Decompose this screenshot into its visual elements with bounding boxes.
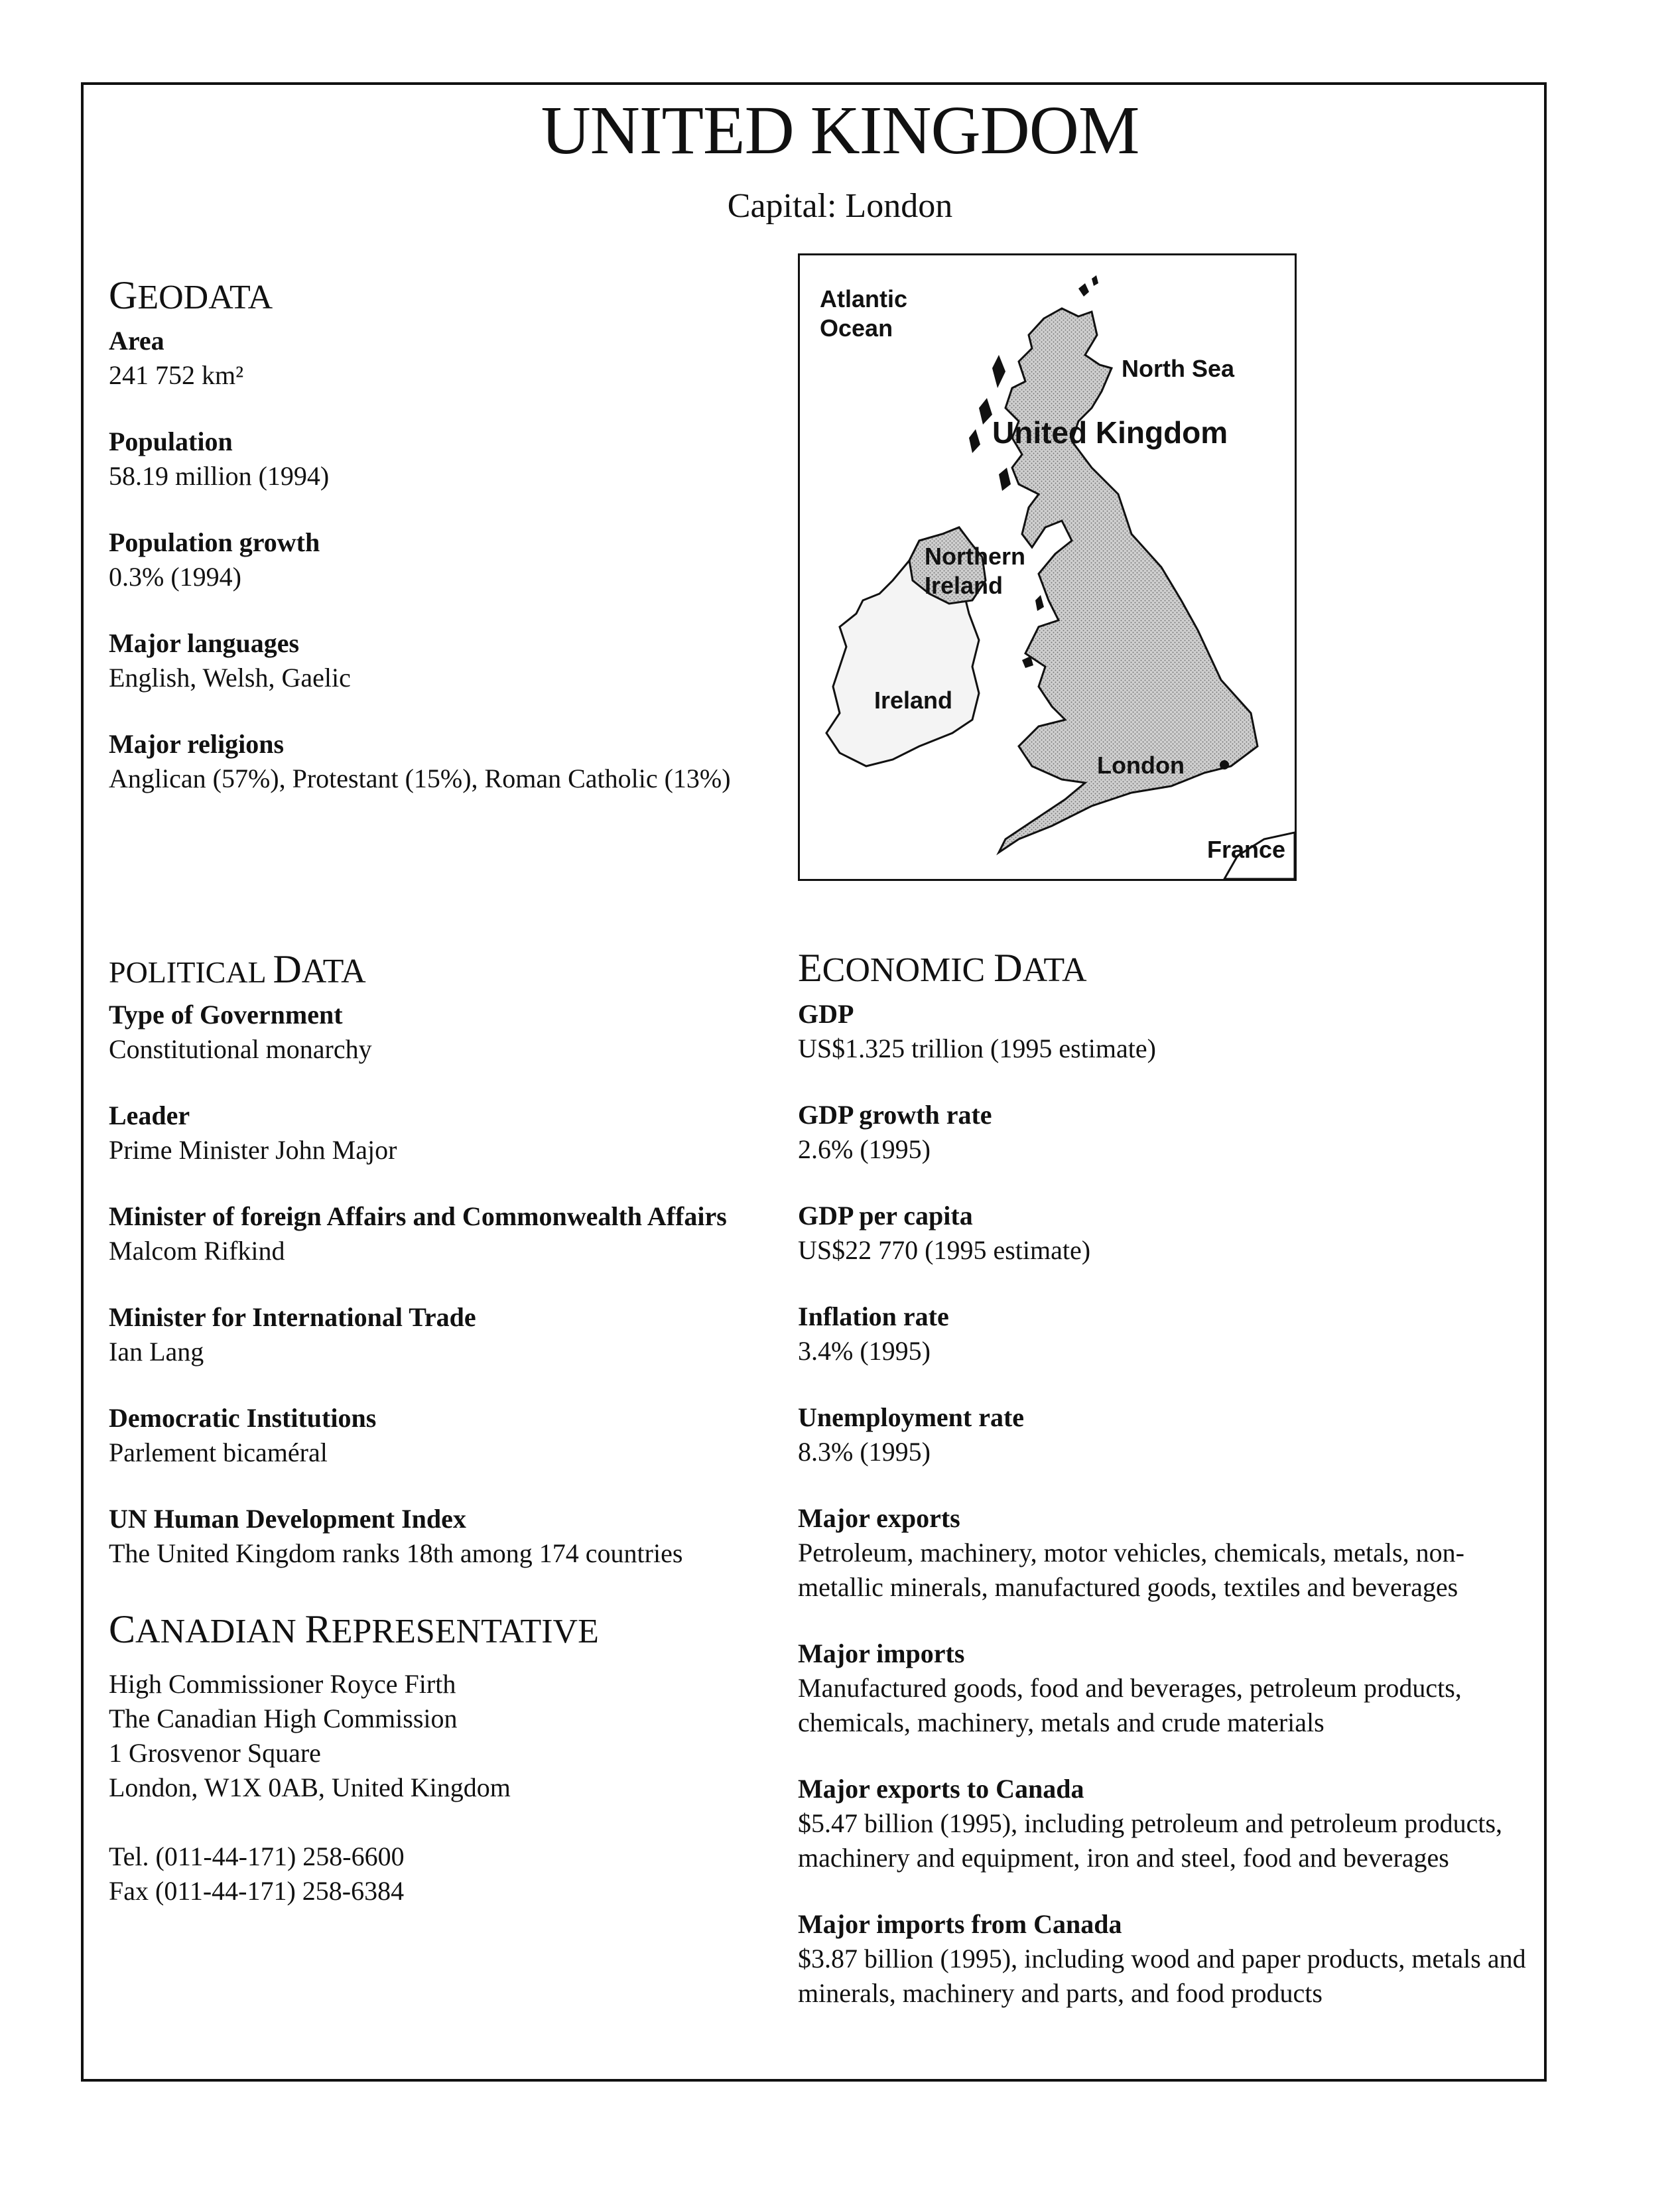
field-value: US$1.325 trillion (1995 estimate) — [798, 1034, 1156, 1063]
field-value-line: minerals, machinery and parts, and food products — [798, 1978, 1323, 2008]
field-label: GDP per capita — [798, 1201, 973, 1231]
field-value-line: metallic minerals, manufactured goods, textiles and beverages — [798, 1572, 1458, 1602]
geodata-area — [109, 324, 772, 393]
canadian-rep-heading-initial-1: C — [109, 1607, 136, 1651]
field-value-line: $3.87 billion (1995), including wood and paper products, metals and — [798, 1944, 1526, 1973]
field-value: 0.3% (1994) — [109, 562, 241, 592]
political-list — [109, 998, 805, 1603]
field-value-line: machinery and equipment, iron and steel, food and beverages — [798, 1843, 1449, 1873]
geodata-heading — [109, 273, 273, 317]
field-label: Major religions — [109, 729, 285, 759]
map-label-united-kingdom: United Kingdom — [992, 415, 1228, 450]
isle-of-man — [1035, 595, 1044, 611]
field-value: 58.19 million (1994) — [109, 461, 330, 491]
field-value: US$22 770 (1995 estimate) — [798, 1235, 1091, 1265]
field-label: Area — [109, 326, 164, 356]
geodata-population — [109, 425, 772, 494]
economic-heading-initial-1: E — [798, 946, 822, 990]
map-label-north-sea: North Sea — [1122, 355, 1235, 382]
field-label: Population — [109, 427, 233, 456]
field-label: UN Human Development Index — [109, 1504, 466, 1534]
economic-gdp — [798, 997, 1534, 1066]
rep-line: High Commissioner Royce Firth — [109, 1669, 456, 1699]
field-value-line: $5.47 billion (1995), including petroleum and petroleum products, — [798, 1808, 1503, 1838]
field-value: Malcom Rifkind — [109, 1236, 285, 1266]
field-value-line: Manufactured goods, food and beverages, petroleum products, — [798, 1673, 1462, 1703]
field-value-line: chemicals, machinery, metals and crude materials — [798, 1707, 1325, 1737]
geodata-heading-rest: EODATA — [137, 279, 273, 316]
field-value-line: Petroleum, machinery, motor vehicles, chemicals, metals, non- — [798, 1538, 1464, 1568]
field-label: Unemployment rate — [798, 1402, 1025, 1432]
field-label: GDP — [798, 999, 854, 1029]
field-value: 8.3% (1995) — [798, 1437, 931, 1467]
political-foreign-minister — [109, 1199, 805, 1268]
uk-map — [798, 253, 1297, 881]
canadian-rep-heading — [109, 1607, 599, 1651]
political-hdi — [109, 1502, 805, 1571]
economic-gdp-per-capita — [798, 1199, 1534, 1268]
political-heading-small: POLITICAL — [109, 955, 273, 989]
field-label: Population growth — [109, 527, 320, 557]
geodata-heading-initial: G — [109, 273, 138, 317]
geodata-list — [109, 324, 772, 828]
map-label-london: London — [1097, 752, 1185, 779]
field-label: Minister of foreign Affairs and Commonwealth Affairs — [109, 1201, 727, 1231]
canadian-rep-heading-rest-2: EPRESENTATIVE — [331, 1613, 599, 1650]
field-value: Constitutional monarchy — [109, 1034, 372, 1064]
economic-major-imports — [798, 1636, 1534, 1740]
political-institutions — [109, 1401, 805, 1470]
field-label: Major languages — [109, 628, 300, 658]
orkney-islands — [1078, 275, 1098, 297]
field-label: Major imports — [798, 1638, 965, 1668]
field-label: Major exports — [798, 1503, 960, 1533]
political-trade-minister — [109, 1300, 805, 1369]
field-value: 241 752 km² — [109, 360, 244, 390]
economic-imports-from-canada — [798, 1907, 1534, 2011]
canadian-rep-heading-rest-1: ANADIAN — [135, 1613, 305, 1650]
geodata-population-growth — [109, 525, 772, 594]
economic-gdp-growth — [798, 1098, 1534, 1167]
political-heading — [109, 947, 366, 991]
economic-list — [798, 997, 1534, 2042]
field-value: Ian Lang — [109, 1337, 204, 1367]
page-title: UNITED KINGDOM — [541, 92, 1139, 168]
canadian-rep-address — [109, 1667, 511, 1908]
field-value: 3.4% (1995) — [798, 1336, 931, 1366]
rep-line: 1 Grosvenor Square — [109, 1738, 321, 1768]
economic-heading-rest-1: CONOMIC — [822, 951, 994, 989]
map-label-northern-ireland: Northern Ireland — [925, 543, 1025, 599]
political-leader — [109, 1099, 805, 1168]
field-label: Major imports from Canada — [798, 1909, 1122, 1939]
economic-unemployment — [798, 1400, 1534, 1469]
field-label: Inflation rate — [798, 1302, 949, 1331]
field-label: Major exports to Canada — [798, 1774, 1084, 1804]
london-marker — [1220, 760, 1229, 769]
field-value: The United Kingdom ranks 18th among 174 countries — [109, 1538, 683, 1568]
map-label-france: France — [1207, 836, 1286, 863]
political-government-type — [109, 998, 805, 1067]
economic-inflation — [798, 1300, 1534, 1369]
economic-heading-rest-2: ATA — [1022, 951, 1087, 989]
field-label: Democratic Institutions — [109, 1403, 377, 1433]
field-label: Leader — [109, 1101, 190, 1130]
field-label: GDP growth rate — [798, 1100, 992, 1130]
map-label-ireland: Ireland — [874, 687, 953, 714]
rep-line: The Canadian High Commission — [109, 1703, 458, 1733]
rep-line: London, W1X 0AB, United Kingdom — [109, 1772, 511, 1802]
field-value: Anglican (57%), Protestant (15%), Roman Catholic (13%) — [109, 764, 731, 793]
economic-heading — [798, 946, 1087, 990]
field-label: Type of Government — [109, 1000, 343, 1030]
political-heading-initial: D — [273, 947, 302, 991]
geodata-religions — [109, 727, 772, 796]
map-label-atlantic: Atlantic Ocean — [820, 285, 908, 342]
political-heading-rest: ATA — [301, 953, 366, 990]
uk-map-drawing — [800, 255, 1295, 879]
field-value: Parlement bicaméral — [109, 1437, 328, 1467]
field-value: Prime Minister John Major — [109, 1135, 397, 1165]
field-value: 2.6% (1995) — [798, 1134, 931, 1164]
rep-tel: Tel. (011-44-171) 258-6600 — [109, 1841, 405, 1871]
capital-line: Capital: London — [727, 187, 953, 225]
economic-heading-initial-2: D — [994, 946, 1023, 990]
economic-major-exports — [798, 1501, 1534, 1605]
field-value: English, Welsh, Gaelic — [109, 663, 351, 693]
canadian-rep-heading-initial-2: R — [304, 1607, 332, 1651]
field-label: Minister for International Trade — [109, 1302, 476, 1332]
economic-exports-to-canada — [798, 1772, 1534, 1875]
rep-fax: Fax (011-44-171) 258-6384 — [109, 1876, 405, 1906]
geodata-languages — [109, 626, 772, 695]
